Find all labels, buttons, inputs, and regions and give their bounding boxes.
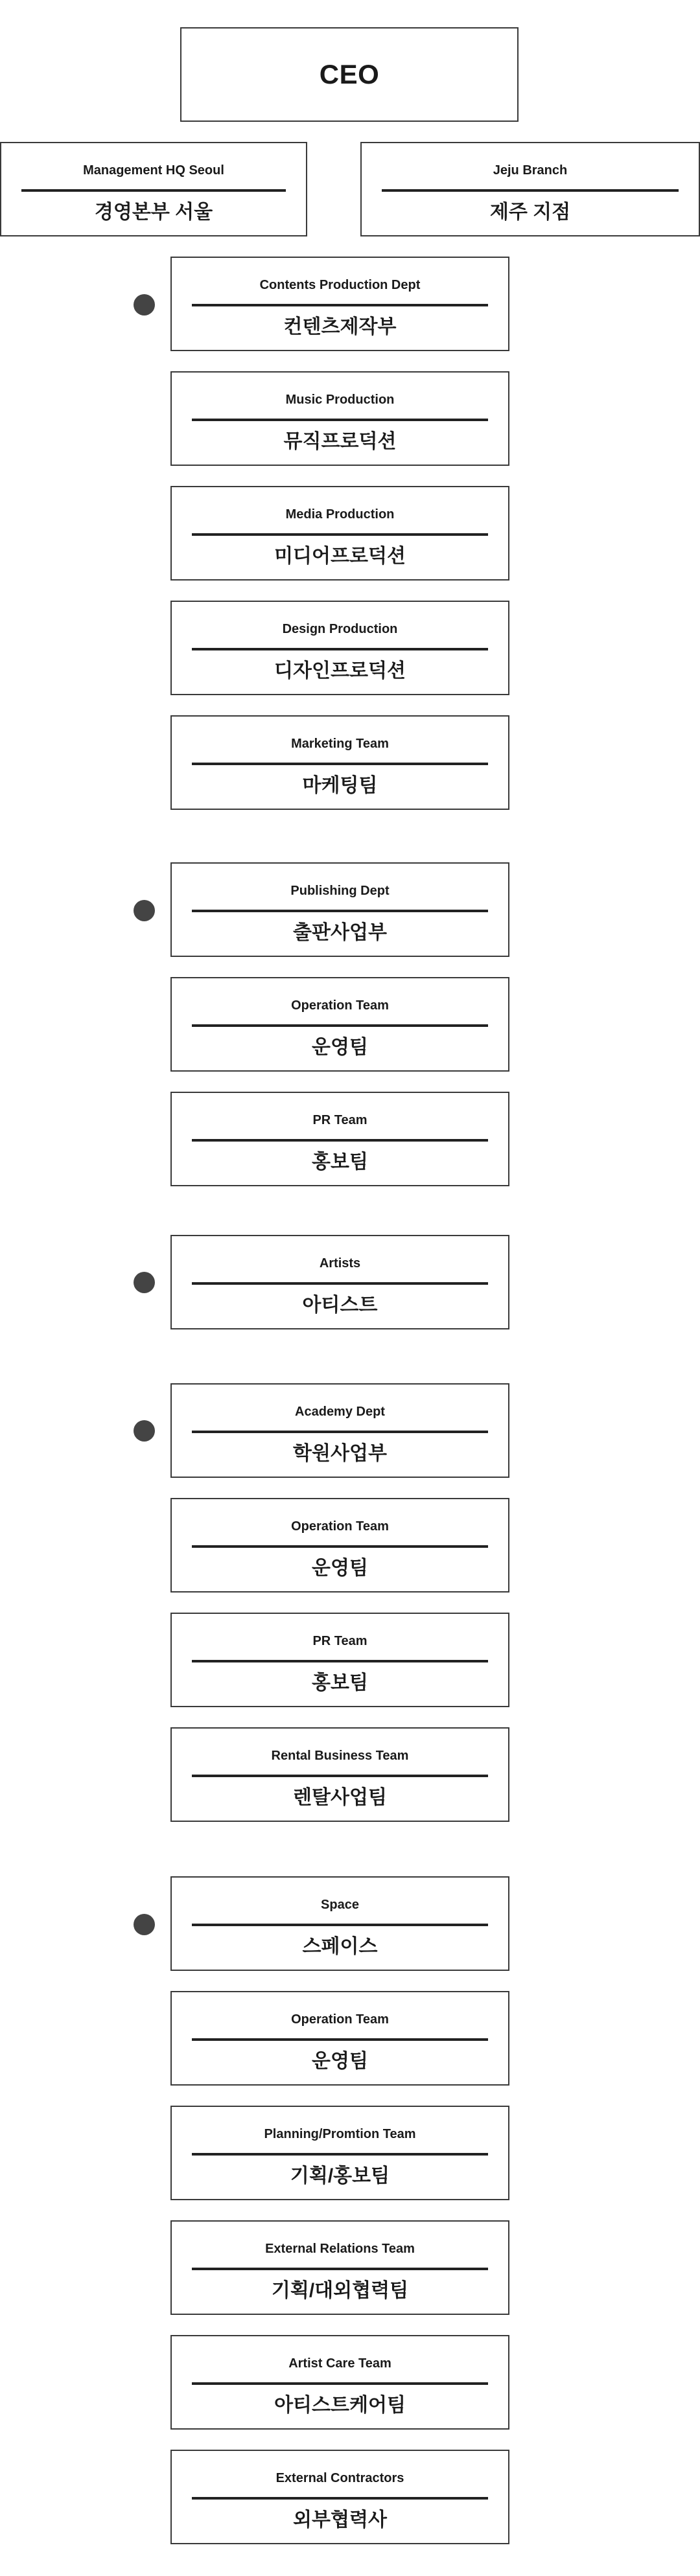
unit-name-ko: 제주 지점 [489, 201, 571, 223]
node-divider [192, 2497, 488, 2500]
node-divider [192, 2038, 488, 2041]
node-divider [192, 419, 488, 421]
ceo-label: CEO [319, 59, 380, 89]
node-divider [192, 1660, 488, 1662]
node-name-en: PR Team [312, 1634, 368, 1648]
unit-name-ko: 경영본부 서울 [94, 201, 213, 223]
node-name-en: Space [321, 1898, 359, 1912]
node-divider [192, 910, 488, 912]
node-marketing-team [170, 715, 509, 810]
node-name-ko: 홍보팀 [312, 1151, 368, 1173]
node-name-ko: 아티스트케어팀 [274, 2395, 406, 2416]
node-divider [192, 1024, 488, 1027]
node-divider [192, 648, 488, 650]
node-name-en: Rental Business Team [271, 1749, 409, 1763]
node-name-ko: 출판사업부 [293, 922, 387, 943]
node-contents-production-dept [170, 257, 509, 351]
node-name-ko: 기획/홍보팀 [290, 2165, 390, 2187]
node-name-en: External Contractors [275, 2471, 404, 2485]
node-name-ko: 미디어프로덕션 [274, 546, 406, 567]
node-operation-team [170, 1498, 509, 1593]
node-divider [192, 304, 488, 306]
node-name-en: External Relations Team [265, 2242, 415, 2256]
ceo-box [180, 27, 519, 122]
node-external-relations-team [170, 2220, 509, 2315]
node-divider [192, 1282, 488, 1285]
node-name-en: Marketing Team [291, 737, 389, 751]
node-name-ko: 컨텐츠제작부 [283, 316, 397, 338]
node-name-en: Operation Team [291, 998, 389, 1013]
node-name-ko: 아티스트 [302, 1294, 378, 1316]
unit-divider [382, 189, 679, 192]
node-divider [192, 1545, 488, 1548]
node-media-production [170, 486, 509, 581]
node-name-ko: 기획/대외협력팀 [271, 2280, 409, 2301]
node-divider [192, 1775, 488, 1777]
node-divider [192, 1139, 488, 1142]
node-space [170, 1876, 509, 1971]
node-name-en: Artists [319, 1256, 361, 1271]
unit-jeju-branch [360, 142, 700, 236]
node-pr-team [170, 1092, 509, 1186]
node-divider [192, 2382, 488, 2385]
node-name-en: Music Production [285, 393, 395, 407]
node-academy-dept [170, 1383, 509, 1478]
node-name-en: PR Team [312, 1113, 368, 1127]
node-publishing-dept [170, 862, 509, 957]
division-bullet [134, 1420, 155, 1442]
node-divider [192, 1431, 488, 1433]
node-name-en: Planning/Promtion Team [264, 2127, 416, 2141]
node-design-production [170, 601, 509, 695]
unit-name-en: Management HQ Seoul [83, 163, 224, 178]
node-name-en: Operation Team [291, 1519, 389, 1534]
node-name-ko: 렌탈사업팀 [293, 1787, 387, 1808]
node-divider [192, 2153, 488, 2156]
node-artist-care-team [170, 2335, 509, 2430]
node-name-ko: 뮤직프로덕션 [283, 431, 397, 452]
node-divider [192, 533, 488, 536]
node-name-en: Design Production [282, 622, 398, 636]
node-planning-promotion-team [170, 2106, 509, 2200]
node-music-production [170, 371, 509, 466]
node-name-en: Contents Production Dept [259, 278, 421, 292]
node-name-ko: 외부협력사 [293, 2509, 387, 2531]
node-name-en: Media Production [285, 507, 395, 522]
division-bullet [134, 294, 155, 316]
node-name-en: Operation Team [291, 2012, 389, 2027]
node-name-en: Artist Care Team [288, 2356, 391, 2371]
node-name-en: Publishing Dept [290, 884, 390, 898]
division-bullet [134, 1914, 155, 1935]
node-rental-business-team [170, 1727, 509, 1822]
node-name-ko: 학원사업부 [293, 1443, 387, 1464]
node-artists [170, 1235, 509, 1329]
node-operation-team [170, 1991, 509, 2086]
node-divider [192, 1924, 488, 1926]
node-name-ko: 운영팀 [312, 1037, 368, 1058]
node-name-ko: 스페이스 [302, 1936, 378, 1957]
node-name-ko: 홍보팀 [312, 1672, 368, 1694]
node-external-contractors [170, 2450, 509, 2544]
node-divider [192, 2268, 488, 2270]
unit-name-en: Jeju Branch [493, 163, 568, 178]
node-name-ko: 마케팅팀 [302, 775, 378, 796]
division-bullet [134, 1272, 155, 1293]
node-name-ko: 운영팀 [312, 2051, 368, 2072]
node-pr-team [170, 1613, 509, 1707]
division-bullet [134, 900, 155, 921]
node-operation-team [170, 977, 509, 1072]
unit-divider [21, 189, 286, 192]
node-name-ko: 디자인프로덕션 [274, 660, 406, 682]
node-name-ko: 운영팀 [312, 1558, 368, 1579]
node-divider [192, 763, 488, 765]
node-name-en: Academy Dept [295, 1405, 385, 1419]
unit-management-hq-seoul [0, 142, 307, 236]
